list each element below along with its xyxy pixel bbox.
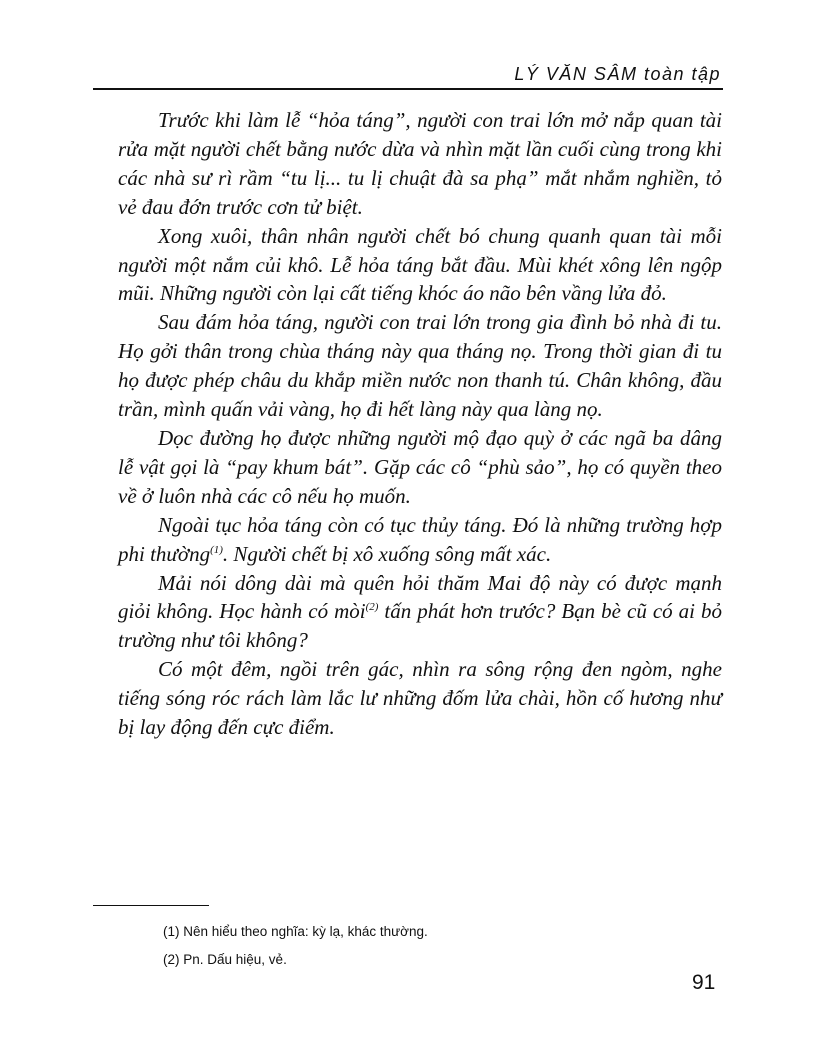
paragraph-text: tấn phát hơn trước? Bạn bè cũ có ai bỏ trường như tôi không? [118,599,722,653]
paragraph [118,511,722,569]
footnotes [163,918,683,974]
footnote: (1) Nên hiểu theo nghĩa: kỳ lạ, khác thường. [163,924,428,939]
paragraph [118,569,722,656]
paragraph-text: Ngoài tục hỏa táng còn có tục thủy táng. Đó là những trường hợp phi thường [118,512,722,566]
paragraph: Dọc đường họ được những người mộ đạo quỳ ở các ngã ba dâng lễ vật gọi là “pay khum bát”. Gặp các cô “phù sảo”, họ có quyền theo về ở luôn nhà các cô nếu họ muốn. [118,425,722,508]
footnote-reference: (2) [365,601,379,614]
body-text [118,106,722,742]
page-number: 91 [692,971,716,994]
paragraph: Trước khi làm lễ “hỏa táng”, người con trai lớn mở nắp quan tài rửa mặt người chết bằng nước dừa và nhìn mặt lần cuối cùng trong khi các nhà sư rì rầm “tu lị... tu lị chuật đà sa phạ” mắt nhắm nghiền, tỏ vẻ đau đớn trước cơn tử biệt. [118,108,722,219]
paragraph: Xong xuôi, thân nhân người chết bó chung quanh quan tài mỗi người một nắm củi khô. Lễ hỏa táng bắt đầu. Mùi khét xông lên ngộp mũi. Những người còn lại cất tiếng khóc áo não bên vầng lửa đỏ. [118,223,722,306]
footnote-reference: (1) [210,543,223,556]
paragraph: Có một đêm, ngồi trên gác, nhìn ra sông rộng đen ngòm, nghe tiếng sóng róc rách làm lắc lư những đốm lửa chài, hồn cố hương như bị lay động đến cực điểm. [118,657,722,740]
book-title: LÝ VĂN SÂM toàn tập [514,64,721,84]
footnote: (2) Pn. Dấu hiệu, vẻ. [163,952,287,967]
paragraph: Sau đám hỏa táng, người con trai lớn trong gia đình bỏ nhà đi tu. Họ gởi thân trong chùa tháng này qua tháng nọ. Trong thời gian đi tu họ được phép châu du khắp miền nước non thanh tú. Chân không, đầu trần, mình quấn vải vàng, họ đi hết làng này qua làng nọ. [118,310,722,422]
running-header [93,58,723,90]
paragraph-text: . Người chết bị xô xuống sông mất xác. [222,541,552,566]
paragraph-text: Mải nói dông dài mà quên hỏi thăm Mai độ này có được mạnh giỏi không. Học hành có mòi [118,570,722,624]
footnote-divider [93,905,209,906]
